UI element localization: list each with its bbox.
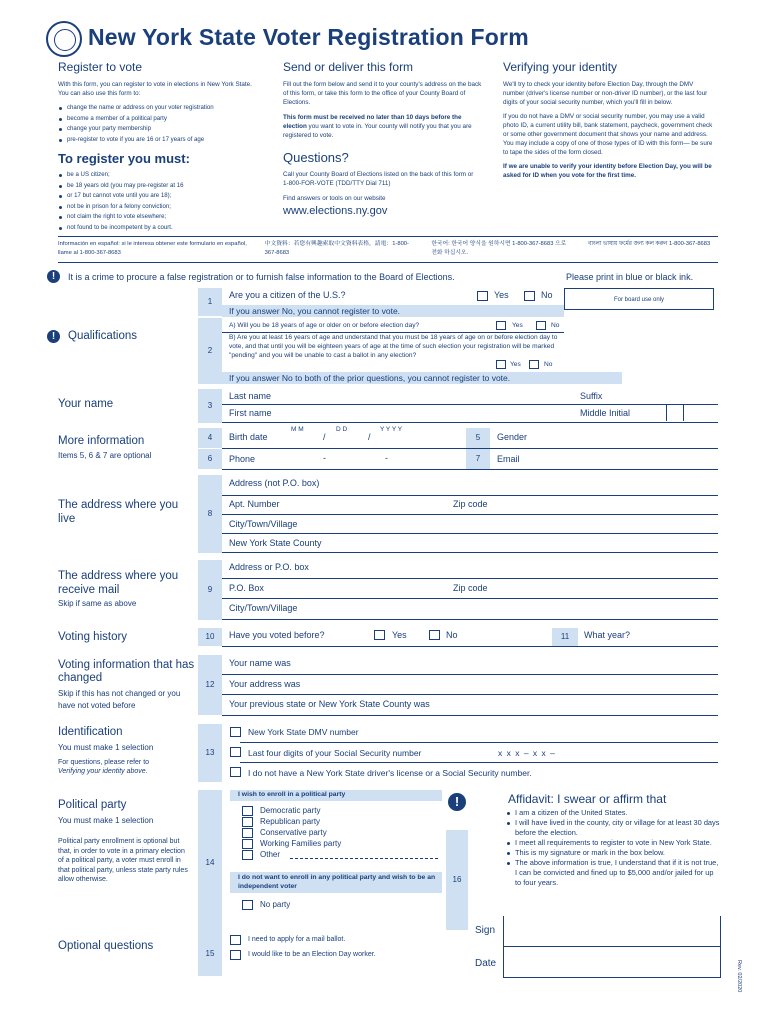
sign-label: Sign <box>475 925 496 936</box>
date-input[interactable] <box>503 946 721 947</box>
qualifications-heading: Qualifications <box>68 330 138 342</box>
register-column <box>58 60 258 233</box>
revision-label: Rev. 02/2020 <box>736 960 742 993</box>
mail-address-input[interactable] <box>222 578 718 579</box>
verify-column <box>503 60 713 180</box>
mail-city-input[interactable] <box>222 619 718 620</box>
list-item: or 17 but cannot vote until you are 18); <box>58 191 258 202</box>
prev-county-input[interactable] <box>222 715 718 716</box>
mail-city-label: City/Town/Village <box>229 603 298 613</box>
age-question-a: A) Will you be 18 years of age or older on or before election day? <box>229 322 420 329</box>
divider <box>222 332 564 333</box>
verify-p3: If we are unable to verify your identity before Election Day, you will be asked for ID when you vote for the first time. <box>503 163 712 179</box>
questions-phone: 1-800-FOR-VOTE (TDD/TTY Dial 711) <box>283 180 391 187</box>
divider <box>58 262 718 263</box>
list-item: The above information is true, I understand that if it is not true, I can be convicted and fined up to $5,000 and/or jailed for up to four years. <box>506 858 721 888</box>
age-a-yes-checkbox[interactable] <box>496 321 506 330</box>
prev-address-label: Your address was <box>229 679 301 689</box>
changed-info-sub: Skip if this has not changed or you have not voted before <box>58 689 181 710</box>
election-worker-checkbox[interactable] <box>230 950 241 960</box>
prev-name-input[interactable] <box>222 674 718 675</box>
prev-county-label: Your previous state or New York State County was <box>229 699 430 709</box>
question-number: 3 <box>198 389 222 423</box>
home-address-label: Address (not P.O. box) <box>229 478 320 488</box>
age-b-no-checkbox[interactable] <box>529 360 539 369</box>
question-number: 16 <box>446 830 468 930</box>
list-item: I meet all requirements to register to vote in New York State. <box>506 838 721 848</box>
alert-icon: ! <box>47 270 60 283</box>
question-number: 10 <box>198 628 222 646</box>
affidavit-heading: Affidavit: I swear or affirm that <box>508 792 667 806</box>
question-number: 9 <box>198 560 222 620</box>
board-use-label: For board use only <box>613 297 665 303</box>
question-number: 1 <box>198 288 222 316</box>
zip-label: Zip code <box>453 499 488 509</box>
identification-heading: Identification <box>58 726 123 738</box>
question-number: 7 <box>466 449 490 469</box>
citizen-yes-checkbox[interactable] <box>477 291 488 301</box>
dmv-input[interactable] <box>240 742 718 743</box>
party-label: Conservative party <box>260 828 327 837</box>
yes-label: Yes <box>494 290 509 300</box>
lang-bengali: বাংলা ভাষায় ফর্মের জন্য কল করুন 1-800-367-8683 <box>587 241 711 247</box>
phone-input[interactable]: - - <box>323 453 388 463</box>
city-input[interactable] <box>222 533 718 534</box>
mail-address-heading: The address where you receive mail <box>58 570 179 596</box>
list-item: not be in prison for a felony conviction; <box>58 202 258 213</box>
verify-p2: If you do not have a DMV or social security number, you may use a valid photo ID, a current utility bill, bank statement, paycheck, government check or some other government document that shows your name and address. You may include a copy of one of those types of ID with this form— be sure to tape the sides of the form closed. <box>503 113 713 156</box>
list-item: change the name or address on your voter registration <box>58 103 258 114</box>
party-label: Republican party <box>260 817 321 826</box>
gender-label: Gender <box>497 432 528 442</box>
list-item: change your party membership <box>58 124 258 135</box>
send-p2-rest: you want to vote in. Your county will notify you that you are registered to vote. <box>283 123 472 139</box>
changed-info-heading: Voting information that has changed <box>58 659 195 684</box>
conservative-checkbox[interactable] <box>242 828 253 838</box>
age-b-yes-checkbox[interactable] <box>496 360 506 369</box>
citizen-no-checkbox[interactable] <box>524 291 535 301</box>
birth-date-label: Birth date <box>229 432 268 442</box>
republican-checkbox[interactable] <box>242 817 253 827</box>
website-link[interactable]: www.elections.ny.gov <box>283 205 388 217</box>
other-party-checkbox[interactable] <box>242 850 253 860</box>
enroll-label: I wish to enroll in a political party <box>238 791 346 798</box>
optional-heading: Optional questions <box>58 940 154 952</box>
email-label: Email <box>497 454 520 464</box>
email-input[interactable] <box>222 469 718 470</box>
uses-list <box>58 103 258 145</box>
questions-web-text: Find answers or tools on our website <box>283 195 386 202</box>
ssn-mask: x x x – x x – <box>498 748 556 758</box>
home-address-input[interactable] <box>222 495 718 496</box>
must-list <box>58 170 258 233</box>
identification-sub: You must make 1 selection <box>58 743 154 752</box>
age-note: If you answer No to both of the prior questions, you cannot register to vote. <box>229 373 511 383</box>
middle-initial-label: Middle Initial <box>580 408 631 418</box>
board-use-box <box>564 288 714 310</box>
no-id-checkbox[interactable] <box>230 767 241 777</box>
ny-state-seal-icon <box>46 21 82 57</box>
questions-heading: Questions? <box>283 150 349 165</box>
mail-address-sub: Skip if same as above <box>58 599 137 608</box>
home-address-heading: The address where you live <box>58 499 179 525</box>
phone-label: Phone <box>229 454 256 464</box>
other-party-input[interactable] <box>290 858 438 859</box>
name-section-heading: Your name <box>58 398 114 410</box>
list-item: I will have lived in the county, city or village for at least 30 days before the election. <box>506 818 721 838</box>
more-info-sub: Items 5, 6 & 7 are optional <box>58 451 152 460</box>
no-label: No <box>541 290 553 300</box>
warning-text: It is a crime to procure a false registration or to furnish false information to the Board of Elections. <box>68 272 455 282</box>
last-name-label: Last name <box>229 391 272 401</box>
question-number: 13 <box>198 724 222 782</box>
alert-icon: ! <box>448 793 466 811</box>
po-zip-input[interactable] <box>222 598 718 599</box>
voted-before-label: Have you voted before? <box>229 630 325 640</box>
question-number: 12 <box>198 655 222 715</box>
age-question-b: B) Are you at least 16 years of age and understand that you must be 18 years of age on or before election day to vote, and that until you will be eighteen years of age at the time of such election your registration will be marked "pending" and you will be unable to cast a ballot in any election? <box>229 334 558 359</box>
affidavit-list <box>506 808 721 888</box>
list-item: be a US citizen; <box>58 170 258 181</box>
party-sub: You must make 1 selection <box>58 816 154 825</box>
no-label: No <box>446 630 458 640</box>
working-families-checkbox[interactable] <box>242 839 253 849</box>
signature-box[interactable] <box>503 916 721 978</box>
list-item: not found to be incompetent by a court. <box>58 223 258 234</box>
identification-ref2: Verifying your identity above. <box>58 768 148 775</box>
ssn-input[interactable] <box>240 762 718 763</box>
no-label: No <box>544 361 553 368</box>
mail-zip-label: Zip code <box>453 583 488 593</box>
prev-address-input[interactable] <box>222 694 718 695</box>
county-label: New York State County <box>229 538 322 548</box>
year-input[interactable] <box>222 646 718 647</box>
po-box-label: P.O. Box <box>229 583 264 593</box>
question-number: 6 <box>198 449 222 469</box>
language-strip <box>58 240 718 258</box>
no-label: No <box>551 322 560 329</box>
what-year-label: What year? <box>584 630 631 640</box>
question-number: 11 <box>552 628 578 646</box>
lang-korean: 한국어: 한국어 양식을 원하시면 1-800-367-8683 으로 전화 하십시오. <box>431 241 567 256</box>
register-intro: With this form, you can register to vote in elections in New York State. You can also use this form to: <box>58 81 252 97</box>
prev-name-label: Your name was <box>229 658 291 668</box>
verify-heading: Verifying your identity <box>503 60 618 74</box>
ssn-label: Last four digits of your Social Security number <box>248 748 422 758</box>
question-number: 4 <box>198 428 222 448</box>
list-item: I am a citizen of the United States. <box>506 808 721 818</box>
county-input[interactable] <box>222 552 718 553</box>
party-label: Working Families party <box>260 839 342 848</box>
no-enroll-label: I do not want to enroll in any political party and wish to be an independent voter <box>238 874 436 890</box>
list-item: This is my signature or mark in the box below. <box>506 848 721 858</box>
date-label: Date <box>475 958 497 969</box>
party-desc: Political party enrollment is optional but that, in order to vote in a primary election of a political party, a voter must enroll in that political party, unless state party rules allow otherwise. <box>58 838 188 883</box>
verify-p1: We'll try to check your identity before Election Day, through the DMV number (driver's license number or non-driver ID number), or the last four digits of your social security number, which you'll fill in below. <box>503 81 708 106</box>
list-item: not claim the right to vote elsewhere; <box>58 212 258 223</box>
deadline-text: This form must be received no later than 10 days before the election <box>283 114 462 130</box>
alert-icon: ! <box>47 330 60 343</box>
suffix-label: Suffix <box>580 391 603 401</box>
list-item: become a member of a political party <box>58 114 258 125</box>
lang-chinese: 中文資料：若您有興趣索取中文資料表格，請電：1-800-367-8683 <box>264 241 409 256</box>
citizen-note: If you answer No, you cannot register to vote. <box>229 306 401 316</box>
identification-ref: For questions, please refer to <box>58 759 150 766</box>
mail-address-label: Address or P.O. box <box>229 562 309 572</box>
lang-spanish: Información en español: si le interesa obtener este formulario en español, llame al 1-800-367-8683 <box>58 241 247 256</box>
apt-label: Apt. Number <box>229 499 280 509</box>
divider <box>58 236 718 237</box>
age-a-no-checkbox[interactable] <box>536 321 546 330</box>
list-item: pre-register to vote if you are 16 or 17 years of age <box>58 135 258 146</box>
print-instruction: Please print in blue or black ink. <box>566 272 694 282</box>
year-hint: Y Y Y Y <box>380 426 403 433</box>
month-hint: M M <box>291 426 304 433</box>
mail-ballot-checkbox[interactable] <box>230 935 241 945</box>
no-id-label: I do not have a New York State driver's license or a Social Security number. <box>248 768 532 778</box>
question-number: 5 <box>466 428 490 448</box>
send-p2 <box>283 113 483 140</box>
question-number: 8 <box>198 475 222 553</box>
day-hint: D D <box>336 426 348 433</box>
party-heading: Political party <box>58 799 127 811</box>
ssn-checkbox[interactable] <box>230 747 241 757</box>
yes-label: Yes <box>512 322 523 329</box>
must-heading: To register you must: <box>58 151 190 166</box>
list-item: be 18 years old (you may pre-register at 16 <box>58 181 258 192</box>
question-number: 15 <box>198 932 222 976</box>
citizen-question: Are you a citizen of the U.S.? <box>229 290 346 300</box>
birth-date-input[interactable]: / / <box>323 432 371 442</box>
no-party-checkbox[interactable] <box>242 900 253 910</box>
party-label: Democratic party <box>260 806 321 815</box>
question-number: 2 <box>198 318 222 384</box>
middle-initial-input[interactable] <box>666 404 684 421</box>
apt-zip-input[interactable] <box>222 514 718 515</box>
no-party-label: No party <box>260 900 291 909</box>
election-worker-label: I would like to be an Election Day worker. <box>248 951 376 958</box>
voted-no-checkbox[interactable] <box>429 630 440 640</box>
party-label: Other <box>260 850 281 859</box>
send-heading: Send or deliver this form <box>283 60 414 74</box>
last-name-input[interactable] <box>222 404 718 405</box>
send-p1: Fill out the form below and send it to your county's address on the back of this form, or take this form to the office of your County Board of Elections. <box>283 81 482 106</box>
page-title: New York State Voter Registration Form <box>88 24 529 50</box>
city-label: City/Town/Village <box>229 519 298 529</box>
democratic-checkbox[interactable] <box>242 806 253 816</box>
question-number: 14 <box>198 790 222 936</box>
yes-label: Yes <box>510 361 521 368</box>
questions-call: Call your County Board of Elections listed on the back of this form or <box>283 171 474 178</box>
voting-history-heading: Voting history <box>58 631 128 643</box>
dmv-label: New York State DMV number <box>248 727 359 737</box>
send-column <box>283 60 483 217</box>
first-name-label: First name <box>229 408 272 418</box>
more-info-heading: More information <box>58 435 145 447</box>
first-name-input[interactable] <box>222 422 718 423</box>
voted-yes-checkbox[interactable] <box>374 630 385 640</box>
dmv-checkbox[interactable] <box>230 727 241 737</box>
yes-label: Yes <box>392 630 407 640</box>
mail-ballot-label: I need to apply for a mail ballot. <box>248 936 346 943</box>
register-heading: Register to vote <box>58 60 143 74</box>
